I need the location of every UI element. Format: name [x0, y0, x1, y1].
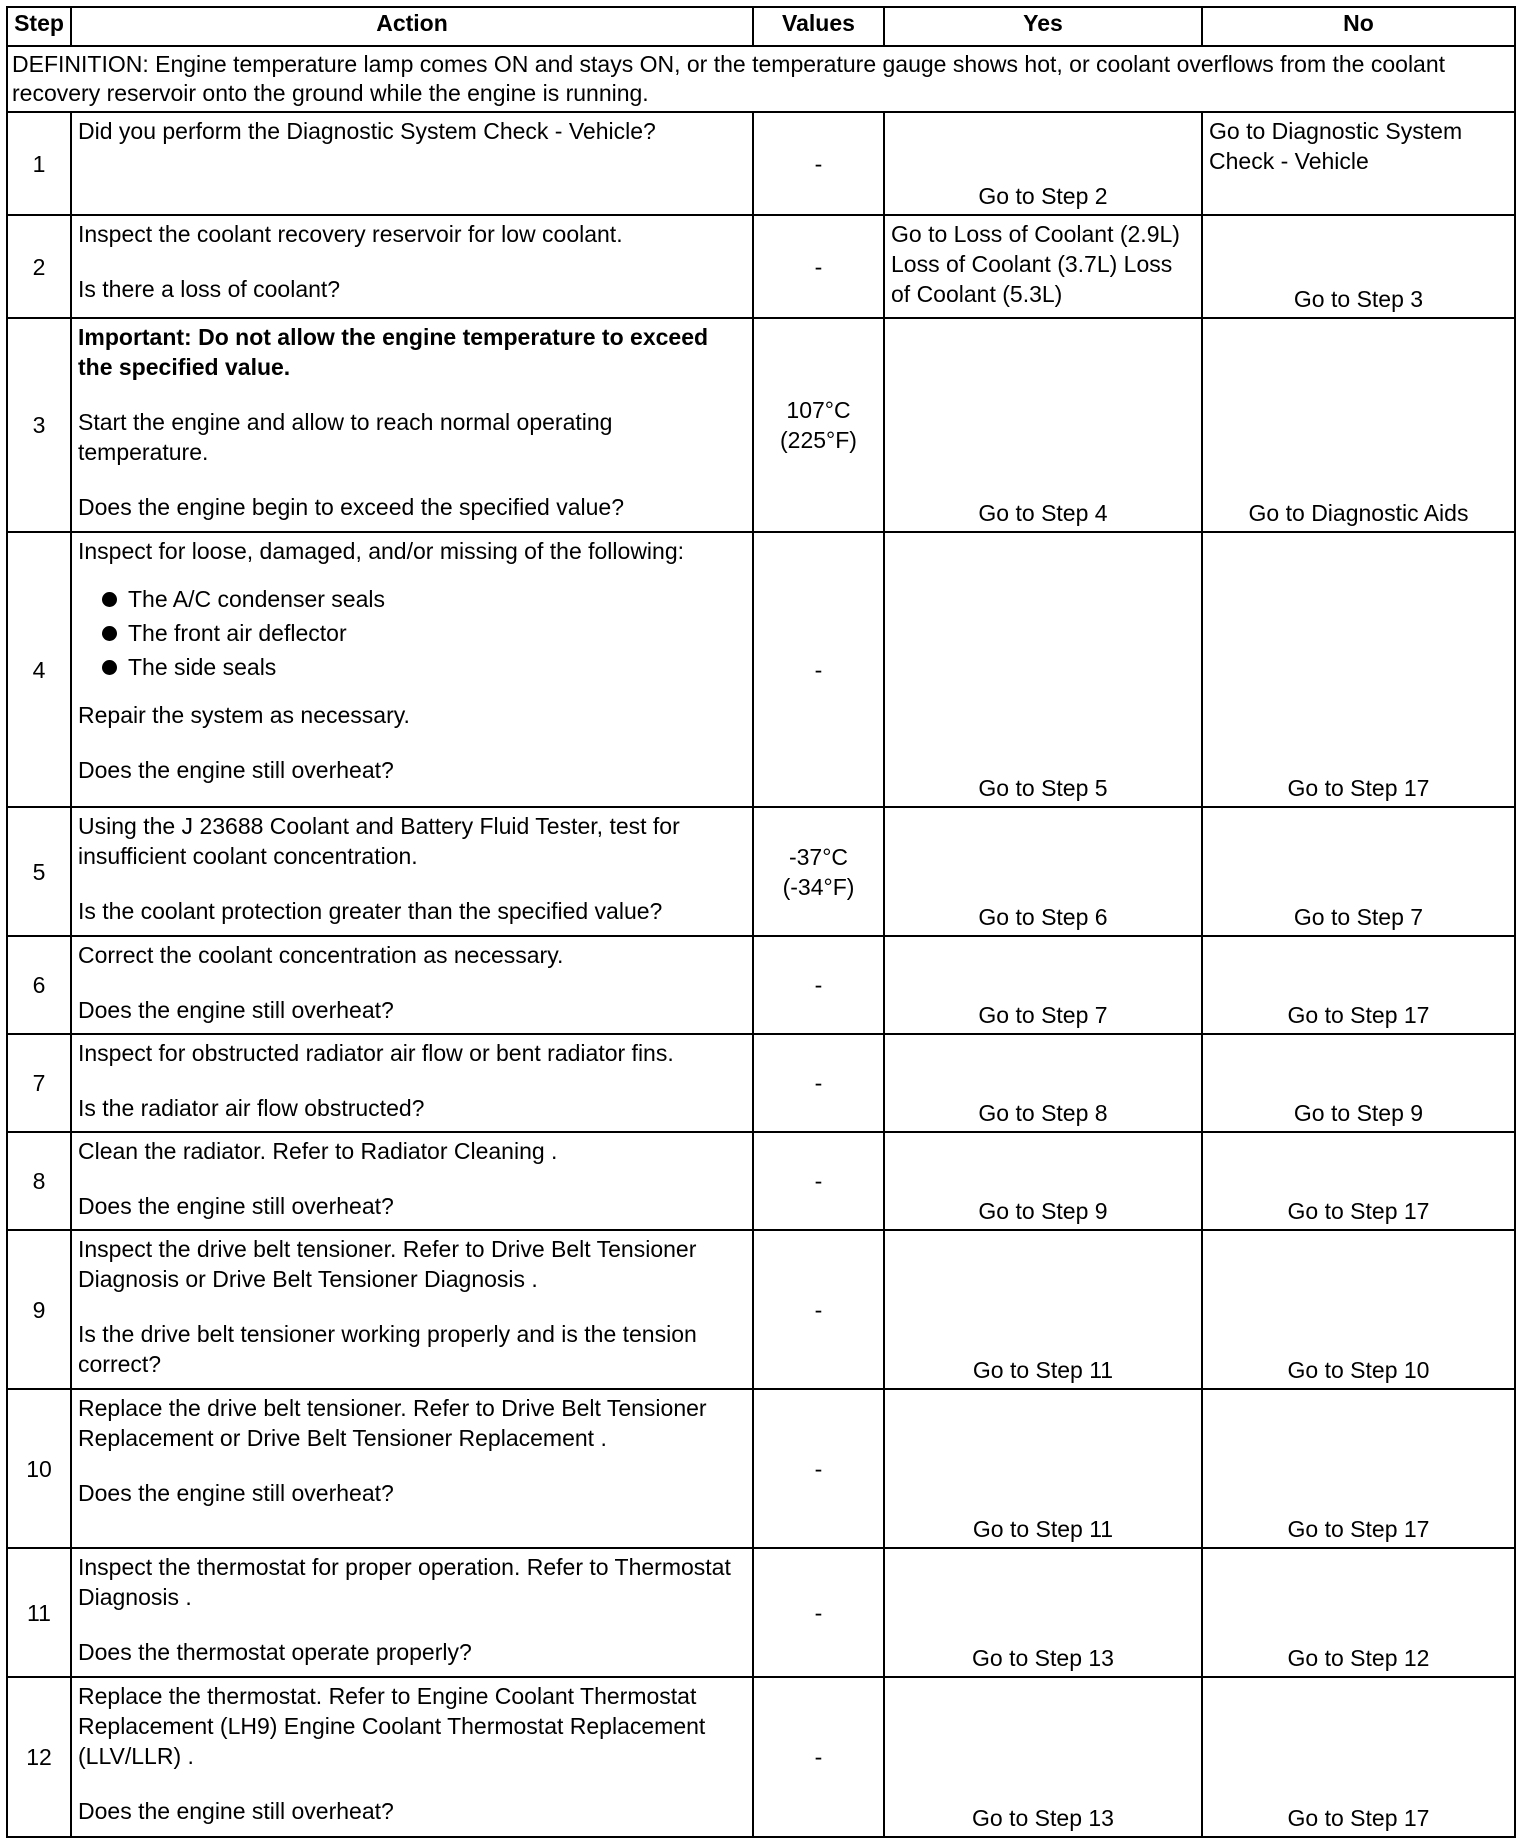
step-number: 4 — [7, 532, 71, 807]
value-cell: - — [753, 936, 884, 1034]
step-number: 3 — [7, 318, 71, 532]
question-text: Does the engine still overheat? — [78, 1193, 394, 1219]
action-text: Start the engine and allow to reach normal operating temperature. — [78, 409, 613, 465]
definition-row — [7, 46, 1515, 112]
diagnostic-table — [6, 6, 1516, 1838]
table-row — [7, 1034, 1515, 1132]
value-cell: - — [753, 112, 884, 215]
table-row — [7, 1389, 1515, 1548]
value-cell: 107°C (225°F) — [753, 318, 884, 532]
value-cell: - — [753, 1548, 884, 1677]
header-row — [7, 7, 1515, 46]
action-cell — [71, 215, 753, 318]
question-text: Does the engine still overheat? — [78, 1480, 394, 1506]
action-cell — [71, 532, 753, 807]
table-row — [7, 1132, 1515, 1230]
step-number: 2 — [7, 215, 71, 318]
no-cell[interactable]: Go to Step 7 — [1202, 807, 1515, 936]
table-row — [7, 1230, 1515, 1389]
bullet-item: The side seals — [102, 650, 746, 684]
table-row — [7, 1548, 1515, 1677]
action-text: Clean the radiator. Refer to Radiator Cleaning . — [78, 1138, 558, 1164]
no-cell[interactable]: Go to Step 17 — [1202, 532, 1515, 807]
no-cell[interactable]: Go to Step 17 — [1202, 1677, 1515, 1837]
no-cell[interactable]: Go to Step 10 — [1202, 1230, 1515, 1389]
header-no: No — [1202, 7, 1515, 46]
step-number: 12 — [7, 1677, 71, 1837]
no-cell[interactable]: Go to Diagnostic System Check - Vehicle — [1202, 112, 1515, 215]
table-row — [7, 112, 1515, 215]
action-text: Using the J 23688 Coolant and Battery Fluid Tester, test for insufficient coolant concentration. — [78, 813, 680, 869]
header-action: Action — [71, 7, 753, 46]
action-cell — [71, 807, 753, 936]
yes-cell[interactable]: Go to Step 11 — [884, 1230, 1202, 1389]
no-cell[interactable]: Go to Step 17 — [1202, 936, 1515, 1034]
value-cell: - — [753, 1230, 884, 1389]
yes-cell[interactable]: Go to Step 13 — [884, 1677, 1202, 1837]
yes-cell[interactable]: Go to Step 4 — [884, 318, 1202, 532]
question-text: Does the engine still overheat? — [78, 997, 394, 1023]
yes-cell[interactable]: Go to Step 5 — [884, 532, 1202, 807]
important-note: Important: Do not allow the engine temperature to exceed the specified value. — [78, 324, 709, 380]
value-cell: - — [753, 1132, 884, 1230]
action-cell — [71, 1677, 753, 1837]
step-number: 10 — [7, 1389, 71, 1548]
table-row — [7, 807, 1515, 936]
step-number: 11 — [7, 1548, 71, 1677]
action-cell — [71, 1230, 753, 1389]
no-cell[interactable]: Go to Step 3 — [1202, 215, 1515, 318]
step-number: 1 — [7, 112, 71, 215]
question-text: Does the thermostat operate properly? — [78, 1639, 472, 1665]
question-text: Is there a loss of coolant? — [78, 276, 341, 302]
value-cell: - — [753, 1389, 884, 1548]
question-text: Is the coolant protection greater than the specified value? — [78, 898, 663, 924]
action-cell — [71, 1389, 753, 1548]
header-values: Values — [753, 7, 884, 46]
table-row — [7, 936, 1515, 1034]
value-cell: - — [753, 532, 884, 807]
yes-cell[interactable]: Go to Step 9 — [884, 1132, 1202, 1230]
no-cell[interactable]: Go to Step 12 — [1202, 1548, 1515, 1677]
action-text: Replace the drive belt tensioner. Refer to Drive Belt Tensioner Replacement or Drive Belt Tensioner Replacement . — [78, 1395, 707, 1451]
yes-cell[interactable]: Go to Step 11 — [884, 1389, 1202, 1548]
table-row — [7, 1677, 1515, 1837]
action-text: Inspect for loose, damaged, and/or missing of the following: — [78, 538, 685, 564]
table-row — [7, 532, 1515, 807]
yes-cell[interactable]: Go to Loss of Coolant (2.9L) Loss of Coolant (3.7L) Loss of Coolant (5.3L) — [884, 215, 1202, 318]
table-row — [7, 215, 1515, 318]
header-yes: Yes — [884, 7, 1202, 46]
yes-cell[interactable]: Go to Step 6 — [884, 807, 1202, 936]
bullet-item: The A/C condenser seals — [102, 582, 746, 616]
bullet-item: The front air deflector — [102, 616, 746, 650]
question-text: Does the engine begin to exceed the specified value? — [78, 494, 625, 520]
action-cell — [71, 1132, 753, 1230]
no-cell[interactable]: Go to Step 17 — [1202, 1389, 1515, 1548]
question-text: Is the drive belt tensioner working properly and is the tension correct? — [78, 1321, 697, 1377]
value-cell: - — [753, 215, 884, 318]
action-text: Inspect the coolant recovery reservoir for low coolant. — [78, 221, 623, 247]
bullet-list — [78, 582, 746, 684]
step-number: 9 — [7, 1230, 71, 1389]
yes-cell[interactable]: Go to Step 2 — [884, 112, 1202, 215]
action-cell — [71, 1548, 753, 1677]
definition-text: DEFINITION: Engine temperature lamp comes ON and stays ON, or the temperature gauge shows hot, or coolant overflows from the coolant recovery reservoir onto the ground while the engine is running. — [7, 46, 1515, 112]
question-text: Does the engine still overheat? — [78, 1798, 394, 1824]
header-step: Step — [7, 7, 71, 46]
action-text: Replace the thermostat. Refer to Engine Coolant Thermostat Replacement (LH9) Engine Coolant Thermostat Replacement (LLV/LLR) . — [78, 1683, 706, 1769]
table-row — [7, 318, 1515, 532]
action-text: Inspect the thermostat for proper operation. Refer to Thermostat Diagnosis . — [78, 1554, 731, 1610]
yes-cell[interactable]: Go to Step 8 — [884, 1034, 1202, 1132]
action-text: Correct the coolant concentration as necessary. — [78, 942, 564, 968]
step-number: 6 — [7, 936, 71, 1034]
action-text: Inspect the drive belt tensioner. Refer to Drive Belt Tensioner Diagnosis or Drive Belt Tensioner Diagnosis . — [78, 1236, 697, 1292]
question-text: Does the engine still overheat? — [78, 757, 394, 783]
action-text: Inspect for obstructed radiator air flow or bent radiator fins. — [78, 1040, 674, 1066]
action-cell — [71, 112, 753, 215]
no-cell[interactable]: Go to Step 9 — [1202, 1034, 1515, 1132]
step-number: 5 — [7, 807, 71, 936]
yes-cell[interactable]: Go to Step 7 — [884, 936, 1202, 1034]
step-number: 8 — [7, 1132, 71, 1230]
action-cell — [71, 936, 753, 1034]
value-cell: - — [753, 1677, 884, 1837]
yes-cell[interactable]: Go to Step 13 — [884, 1548, 1202, 1677]
action-text: Did you perform the Diagnostic System Check - Vehicle? — [78, 118, 656, 144]
action-cell — [71, 1034, 753, 1132]
value-cell: - — [753, 1034, 884, 1132]
action-text: Repair the system as necessary. — [78, 702, 410, 728]
action-cell — [71, 318, 753, 532]
no-cell[interactable]: Go to Diagnostic Aids — [1202, 318, 1515, 532]
step-number: 7 — [7, 1034, 71, 1132]
no-cell[interactable]: Go to Step 17 — [1202, 1132, 1515, 1230]
value-cell: -37°C (-34°F) — [753, 807, 884, 936]
question-text: Is the radiator air flow obstructed? — [78, 1095, 425, 1121]
